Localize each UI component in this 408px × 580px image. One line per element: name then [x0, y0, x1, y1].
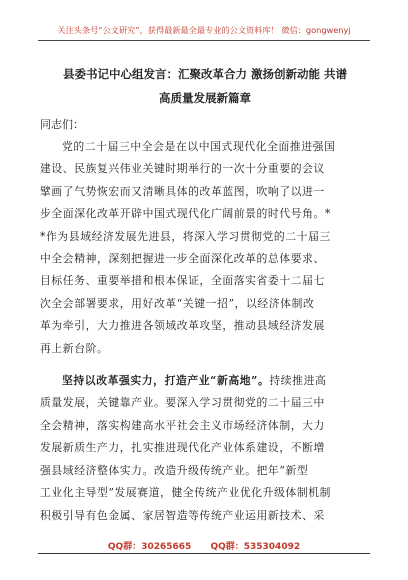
title-line-1: 县委书记中心组发言：汇聚改革合力 激扬创新动能 共谱 — [62, 67, 347, 81]
paragraph-1-line: 中全会精神，深刻把握进一步全面深化改革的总体要求、 — [40, 252, 325, 266]
paragraph-1-line: 次全会部署要求，用好改革“关键一招”，以经济体制改 — [40, 296, 315, 310]
document-title — [40, 62, 370, 110]
salutation: 同志们： — [40, 118, 84, 131]
paragraph-2-first-line — [40, 370, 372, 392]
footer-qq-1: QQ群：30265665 — [107, 542, 192, 552]
paragraph-1-line: 擘画了气势恢宏而又清晰具体的改革蓝图，吹响了以进一 — [40, 184, 325, 198]
paragraph-1-line: 再上新台阶。 — [40, 341, 109, 355]
header-notice-bar — [38, 18, 370, 41]
paragraph-1-line: 目标任务、重要举措和根本保证，全面落实省委十二届七 — [40, 274, 325, 288]
paragraph-1-line: 步全面深化改革开辟中国式现代化广阔前景的时代号角。* — [40, 207, 331, 221]
footer-contact — [0, 539, 408, 552]
paragraph-2-line: 积极引导有色金属、家居智造等传统产业运用新技术、采 — [40, 508, 325, 522]
paragraph-2-line: 强县域经济整体实力。改造升级传统产业。把年“新型 — [40, 463, 309, 477]
paragraph-2-heading: 坚持以改革强实力，打造产业“新高地”。 — [62, 374, 270, 388]
paragraph-2-lead: 持续推进高 — [269, 374, 327, 388]
paragraph-1-line: *作为县域经济发展先进县，将深入学习贯彻党的二十届三 — [40, 229, 331, 243]
footer-qq-2: QQ群：535304092 — [210, 542, 301, 552]
footer-divider — [38, 553, 370, 554]
paragraph-2-line: 全会精神，落实构建高水平社会主义市场经济体制，大力 — [40, 418, 325, 432]
paragraph-1-line: 建设、民族复兴伟业关键时期举行的一次十分重要的会议 — [40, 162, 325, 176]
paragraph-2-line: 发展新质生产力，扎实推进现代化产业体系建设，不断增 — [40, 441, 325, 455]
header-notice: 关注头条号“公文研究”，获得最新最全最专业的公文资料库！ 微信：gongwenyj — [57, 25, 351, 35]
paragraph-1-line: 党的二十届三中全会是在以中国式现代化全面推进强国 — [62, 140, 336, 153]
document-body — [40, 136, 372, 527]
paragraph-1-line: 革为牵引，大力推进各领域改革攻坚，推动县域经济发展 — [40, 319, 325, 333]
paragraph-2-line: 质量发展，关键靠产业。要深入学习贯彻党的二十届三中 — [40, 396, 325, 410]
paragraph-2-line: 工业化主导型”发展赛道，健全传统产业优化升级体制机制 — [40, 486, 332, 500]
title-line-2: 高质量发展新篇章 — [159, 91, 251, 105]
